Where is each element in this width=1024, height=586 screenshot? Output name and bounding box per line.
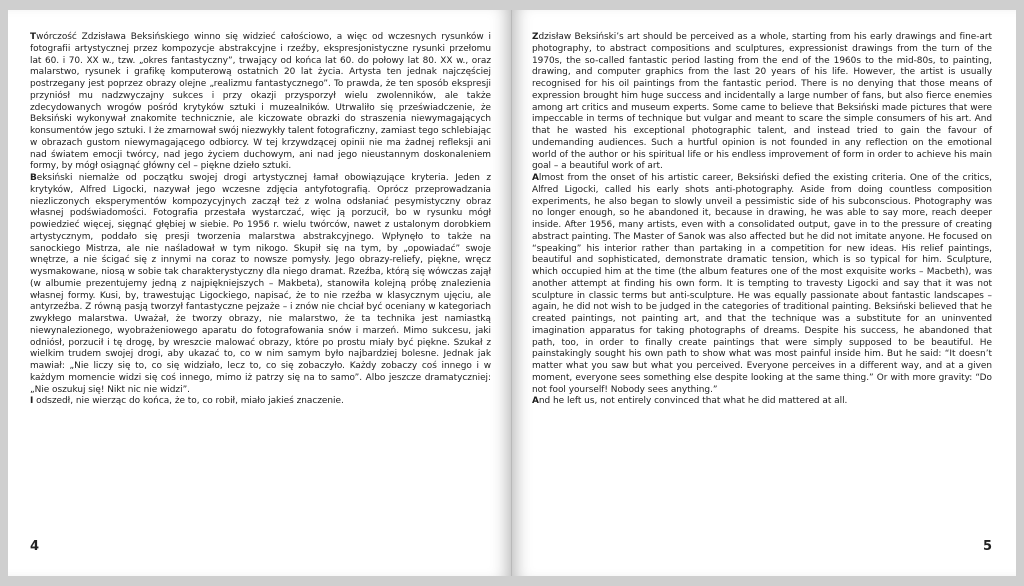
paragraph-text: lmost from the onset of his artistic career, Beksiński defied the existing criteria. One of the critics, Alfred Ligocki, called his early shots anti-photography. Aside from doing countless composition experiments, he also began to slowly unveil a pessimistic side of his subconscious. Photography was no longer enough, so he abandoned it, because in drawing, he was able to say more, reach deeper inside. After 1956, many artists, even with a consolidated output, gave in to the pressure of creating abstract painting. The Master of Sanok was also affected but he did not imitate anyone. He focused on “speaking” his interior rather than partaking in a competition for new ideas. His relief paintings, beautiful and sophisticated, demonstrate dramatic tension, which is so typical for him. Sculpture, which occupied him at the time (the album features one of the most exquisite works – Macbeth), was another attempt at finding his own form. It is tempting to travesty Ligocki and say that it was not sculpture in classic terms but anti-sculpture. He was equally passionate about fantastic landscapes – again, he did not wish to be judged in the categories of traditional painting. Beksiński believed that he created paintings, not painting art, and that the technique was a substitute for an uninvented imagination apparatus for taking photographs of dreams. Despite his success, he abandoned that path, too, in order to finally create paintings that were simply supposed to be beautiful. He painstakingly sought his own path to show what was most painful inside him. But he said: “It doesn’t matter what you saw but what you perceived. Everyone perceives in a different way, and at a given moment, everyone sees something else despite looking at the same thing.” Or with more gravity: “Do not fool yourself! Nobody sees anything.” bbox=[532, 173, 992, 395]
paragraph-text: dzisław Beksiński’s art should be perceived as a whole, starting from his early drawings and fine-art photography, to abstract compositions and sculptures, expressionist drawings from the turn of the 1970s, the so-called fantastic period lasting from the end of the 1960s to the mid-80s, to painting, drawing, and computer graphics from the last 20 years of his life. However, the artist is usually recognised for his oil paintings from the fantastic period. There is no denying that those means of expression brought him huge success and incidentally a large number of fans, but also fierce enemies among art critics and museum experts. Some came to believe that Beksiński made pictures that were impeccable in terms of technique but vulgar and meant to scare the simple consumers of his art. And that he wasted his exceptional photographic talent, and instead tried to gain the favour of undemanding audiences. Such a hurtful opinion is not founded in any reflection on the emotional world of the author or his spiritual life or his endless improvement of form in order to achieve his main goal – a beautiful work of art. bbox=[532, 32, 992, 172]
page-number: 4 bbox=[30, 539, 40, 554]
drop-letter: T bbox=[30, 32, 37, 42]
drop-letter: A bbox=[532, 173, 539, 183]
book-spread bbox=[8, 10, 1016, 576]
drop-letter: Z bbox=[532, 32, 539, 42]
paragraph bbox=[532, 396, 992, 408]
page-number: 5 bbox=[982, 539, 992, 554]
paragraph-text: wórczość Zdzisława Beksińskiego winno się widzieć całościowo, a więc od wczesnych rysunków i fotografii artystycznej przez kompozycje abstrakcyjne i rzeźby, ekspresjonistyczne rysunki przełomu lat 60. i 70. XX w., tzw. „okres fantastyczny”, trwający od końca lat 60. do połowy lat 80. XX w., oraz malarstwo, rysunek i grafikę komputerową ostatnich 20 lat życia. Artysta ten jednak najczęściej postrzegany jest poprzez obrazy olejne „realizmu fantastycznego”. To prawda, że ten sposób ekspresji przyniósł mu nadzwyczajny sukces i przy okazji przysporzył wielu zwolenników, ale także zdecydowanych wrogów pośród krytyków sztuki i muzealników. Utrwaliło się przeświadczenie, że Beksiński wykonywał znakomite technicznie, ale kiczowate obrazki do straszenia niewymagających konsumentów jego sztuki. I że zmarnował swój niezwykły talent fotograficzny, zamiast tego schlebiając w obrazach gustom niewymagającego odbiorcy. W tej krzywdzącej opinii nie ma żadnej refleksji ani nad światem emocji twórcy, nad jego życiem duchowym, ani nad jego nieustannym doskonaleniem formy, by mógł osiągnąć główny cel – piękne dzieło sztuki. bbox=[30, 32, 491, 172]
paragraph bbox=[30, 32, 491, 173]
polish-text-column bbox=[30, 32, 491, 408]
drop-letter: B bbox=[30, 173, 37, 183]
paragraph-text: odszedł, nie wierząc do końca, że to, co robił, miało jakieś znaczenie. bbox=[33, 396, 344, 407]
drop-letter: I bbox=[30, 396, 34, 407]
paragraph bbox=[532, 173, 992, 396]
paragraph bbox=[30, 396, 491, 408]
paragraph bbox=[532, 32, 992, 173]
paragraph-text: eksiński niemalże od początku swojej drogi artystycznej łamał obowiązujące kryteria. Jeden z krytyków, Alfred Ligocki, nazywał jego wczesne zdjęcia antyfotografią. Oprócz przeprowadzania niezliczonych eksperymentów kompozycyjnych zaczął też z wolna odsłaniać pesymistyczny obraz własnej podświadomości. Fotografia przestała wystarczać, więc ją porzucił, bo w rysunku mógł powiedzieć więcej, sięgnąć głębiej w siebie. Po 1956 r. wielu twórców, nawet z ustalonym dorobkiem artystycznym, poddało się presji tworzenia malarstwa abstrakcyjnego. Wpłynęło to także na sanockiego Mistrza, ale nie naśladował w tym nikogo. Skupił się na tym, by „opowiadać” swoje wnętrze, a nie ścigać się z innymi na coraz to nowsze pomysły. Jego obrazy-reliefy, piękne, wręcz wysmakowane, niosą w sobie tak charakterystyczny dla niego dramat. Rzeźba, którą się wówczas zajął (w albumie prezentujemy jedną z najpiękniejszych – Makbeta), stanowiła kolejną próbę znalezienia własnej formy. Kusi, by, trawestując Ligockiego, napisać, że to nie rzeźba w klasycznym ujęciu, ale antyrzeźba. Z równą pasją tworzył fantastyczne pejzaże – i znów nie chciał być oceniany w kategoriach zwykłego malarstwa. Uważał, że tworzy obrazy, nie malarstwo, że ta technika jest namiastką niewynalezionego, wyobrażeniowego aparatu do fotografowania snów i marzeń. Mimo sukcesu, jaki odniósł, porzucił i tę drogę, by wreszcie malować obrazy, które po prostu miały być piękne. Szukał z wielkim trudem swojej drogi, aby ukazać to, co w nim samym było najbardziej bolesne. Jednak jak mawiał: „Nie liczy się to, co się widziało, lecz to, co się zobaczyło. Każdy zobaczy coś innego i w każdym momencie widzi się coś innego, mimo iż patrzy się na to samo”. Albo jeszcze dramatyczniej: „Nie oszukuj się! Nikt nic nie widzi”. bbox=[30, 173, 491, 395]
right-page bbox=[512, 10, 1016, 576]
paragraph bbox=[30, 173, 491, 396]
drop-letter: A bbox=[532, 396, 539, 407]
left-page bbox=[8, 10, 512, 576]
english-text-column bbox=[532, 32, 992, 408]
paragraph-text: nd he left us, not entirely convinced that what he did mattered at all. bbox=[538, 396, 848, 407]
